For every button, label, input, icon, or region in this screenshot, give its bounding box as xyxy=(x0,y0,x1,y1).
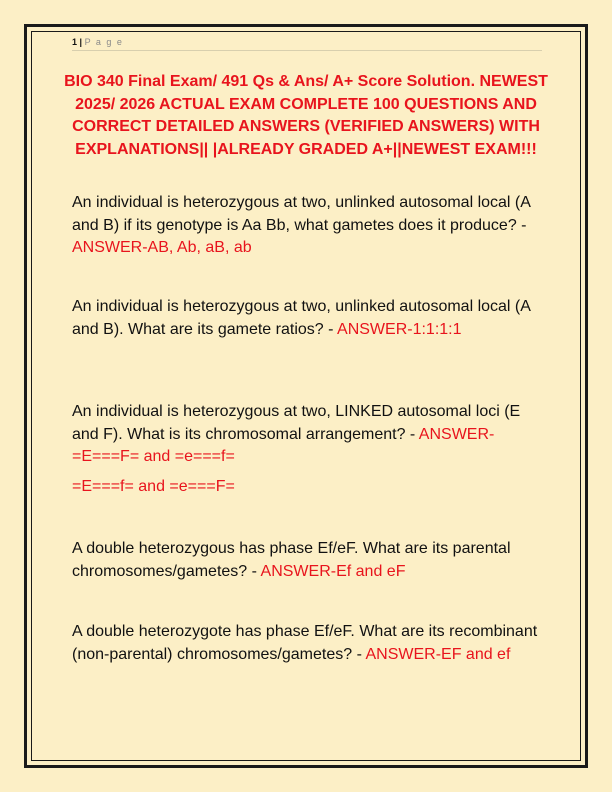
qa-item-5 xyxy=(72,621,542,666)
qa-item-2 xyxy=(72,296,542,341)
answer-text: ANSWER-Ef and eF xyxy=(260,562,406,580)
answer-text: ANSWER-1:1:1:1 xyxy=(337,320,462,338)
page-header xyxy=(72,36,542,51)
question-text: An individual is heterozygous at two, unlinked autosomal local (A and B). What are its gamete ratios? - xyxy=(72,298,531,338)
qa-item-1 xyxy=(72,192,542,260)
qa-item-3-extra xyxy=(72,476,542,499)
answer-text: ANSWER-=E===F= and =e===f= xyxy=(72,425,495,465)
page-number: 1 xyxy=(72,37,78,47)
qa-item-3 xyxy=(72,401,542,469)
answer-text: ANSWER-AB, Ab, aB, ab xyxy=(72,239,252,256)
question-text: An individual is heterozygous at two, unlinked autosomal local (A and B) if its genotype is Aa Bb, what gametes does it produce? - xyxy=(72,194,531,234)
page-separator: | xyxy=(79,37,83,47)
answer-extra-text: =E===f= and =e===F= xyxy=(72,478,235,495)
question-text: A double heterozygote has phase Ef/eF. What are its recombinant (non-parental) chromosomes/gametes? - xyxy=(72,623,538,663)
question-text: A double heterozygous has phase Ef/eF. What are its parental chromosomes/gametes? - xyxy=(72,540,511,580)
page-label: P a g e xyxy=(84,37,124,47)
document-title: BIO 340 Final Exam/ 491 Qs & Ans/ A+ Score Solution. NEWEST 2025/ 2026 ACTUAL EXAM COMPLETE 100 QUESTIONS AND CORRECT DETAILED ANSWERS (VERIFIED ANSWERS) WITH EXPLANATIONS|| |ALREADY GRADED A+||NEWEST EXAM!!! xyxy=(64,73,548,158)
answer-text: ANSWER-EF and ef xyxy=(365,645,511,663)
qa-item-4 xyxy=(72,538,542,583)
question-text: An individual is heterozygous at two, LINKED autosomal loci (E and F). What is its chromosomal arrangement? - xyxy=(72,403,521,443)
